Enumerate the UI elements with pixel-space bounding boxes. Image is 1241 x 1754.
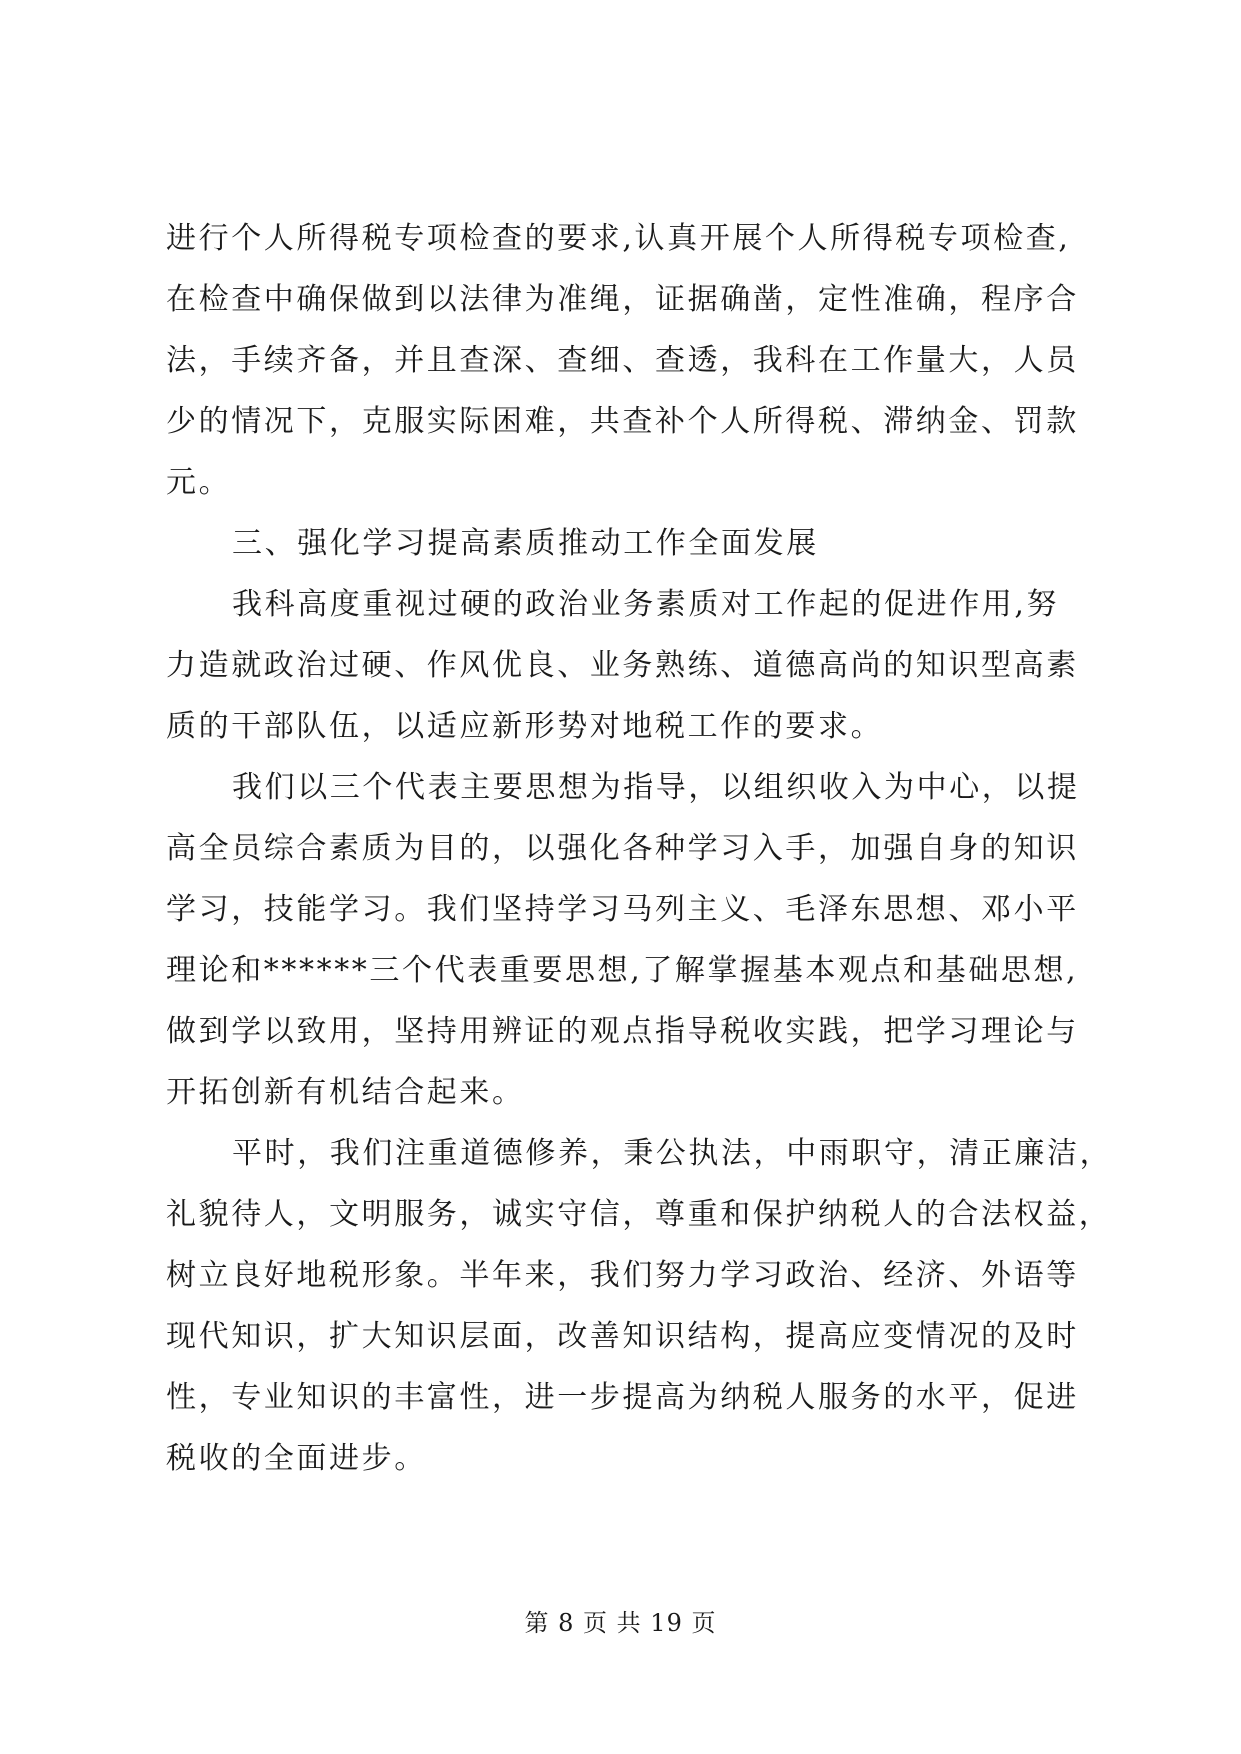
text-line: 理论和******三个代表重要思想,了解掌握基本观点和基础思想,: [166, 953, 1079, 988]
text-line: 性，专业知识的丰富性，进一步提高为纳税人服务的水平，促进: [166, 1380, 1079, 1415]
section-heading: 三、强化学习提高素质推动工作全面发展: [232, 526, 819, 561]
text-line: 力造就政治过硬、作风优良、业务熟练、道德高尚的知识型高素: [166, 648, 1079, 683]
text-line: 现代知识，扩大知识层面，改善知识结构，提高应变情况的及时: [166, 1319, 1079, 1354]
text-line: 在检查中确保做到以法律为准绳，证据确凿，定性准确，程序合: [166, 282, 1079, 317]
page-number-footer: 第 8 页 共 19 页: [524, 1609, 717, 1637]
text-line: 平时，我们注重道德修养，秉公执法，中雨职守，清正廉洁，: [232, 1136, 1113, 1171]
text-line: 树立良好地税形象。半年来，我们努力学习政治、经济、外语等: [166, 1258, 1079, 1293]
text-line: 元。: [166, 465, 232, 500]
text-line: 我们以三个代表主要思想为指导，以组织收入为中心，以提: [232, 770, 1080, 805]
text-line: 少的情况下，克服实际困难，共查补个人所得税、滞纳金、罚款: [166, 404, 1079, 439]
text-line: 进行个人所得税专项检查的要求,认真开展个人所得税专项检查,: [166, 221, 1071, 256]
text-line: 高全员综合素质为目的，以强化各种学习入手，加强自身的知识: [166, 831, 1079, 866]
text-line: 学习，技能学习。我们坚持学习马列主义、毛泽东思想、邓小平: [166, 892, 1079, 927]
text-line: 开拓创新有机结合起来。: [166, 1075, 525, 1110]
text-line: 法，手续齐备，并且查深、查细、查透，我科在工作量大，人员: [166, 343, 1079, 378]
body-text: [166, 208, 1113, 1489]
text-line: 质的干部队伍，以适应新形势对地税工作的要求。: [166, 709, 884, 744]
text-line: 我科高度重视过硬的政治业务素质对工作起的促进作用,努: [232, 587, 1060, 622]
text-line: 礼貌待人，文明服务，诚实守信，尊重和保护纳税人的合法权益，: [166, 1197, 1112, 1232]
text-line: 税收的全面进步。: [166, 1441, 427, 1476]
text-line: 做到学以致用，坚持用辨证的观点指导税收实践，把学习理论与: [166, 1014, 1079, 1049]
